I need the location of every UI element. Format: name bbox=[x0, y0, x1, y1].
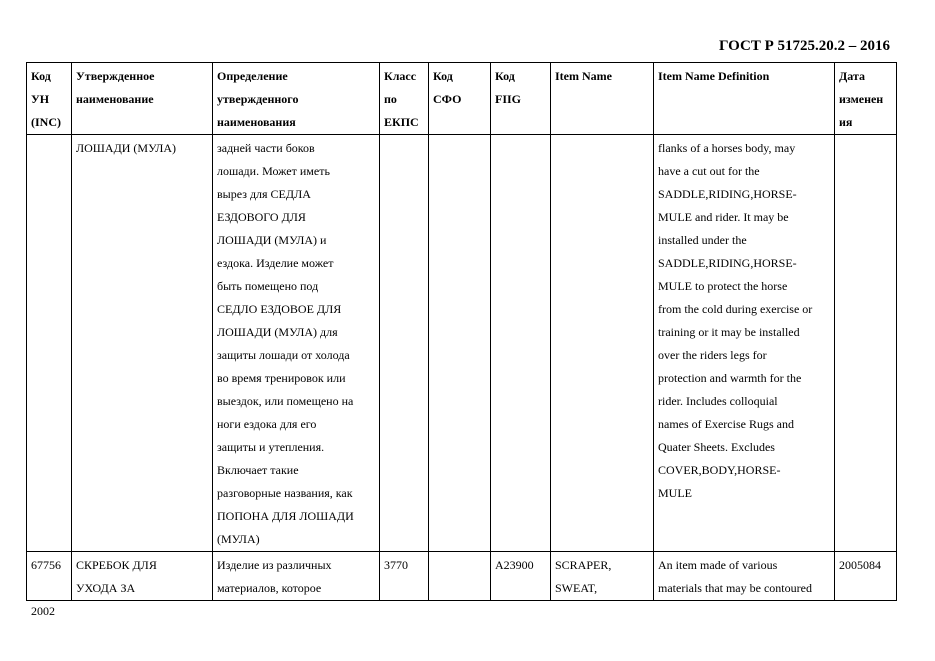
cell-item-definition: flanks of a horses body, may have a cut out for the SADDLE,RIDING,HORSE- MULE and rider. It may be installed under the SADDLE,RIDING,HORSE- MULE to protect the horse from the cold during exercise or training or it may be installed over the riders legs for protection and warmth for the rider. Includes colloquial names of Exercise Rugs and Quater Sheets. Excludes COVER,BODY,HORSE- MULE bbox=[654, 135, 835, 552]
cell-item-definition: An item made of various materials that may be contoured bbox=[654, 552, 835, 601]
table-row bbox=[27, 135, 897, 552]
cell-fiig bbox=[491, 135, 551, 552]
cell-item-name bbox=[551, 135, 654, 552]
col-header-fiig: Код FIIG bbox=[491, 63, 551, 135]
cell-definition: задней части боков лошади. Может иметь вырез для СЕДЛА ЕЗДОВОГО ДЛЯ ЛОШАДИ (МУЛА) и ездока. Изделие может быть помещено под СЕДЛО ЕЗДОВОЕ ДЛЯ ЛОШАДИ (МУЛА) для защиты лошади от холода во время тренировок или выездок, или помещено на ноги ездока для его защиты и утепления. Включает такие разговорные названия, как ПОПОНА ДЛЯ ЛОШАДИ (МУЛА) bbox=[213, 135, 380, 552]
nomenclature-table bbox=[26, 62, 897, 601]
cell-approved-name: ЛОШАДИ (МУЛА) bbox=[72, 135, 213, 552]
cell-class: 3770 bbox=[380, 552, 429, 601]
col-header-class: Класс по ЕКПС bbox=[380, 63, 429, 135]
table-row bbox=[27, 552, 897, 601]
standard-designation: ГОСТ Р 51725.20.2 – 2016 bbox=[718, 38, 890, 54]
cell-sfo bbox=[429, 135, 491, 552]
col-header-inc: Код УН (INC) bbox=[27, 63, 72, 135]
col-header-date: Дата изменен ия bbox=[835, 63, 897, 135]
table-header-row bbox=[27, 63, 897, 135]
cell-inc bbox=[27, 135, 72, 552]
page-number: 2002 bbox=[31, 604, 55, 618]
cell-item-name: SCRAPER, SWEAT, bbox=[551, 552, 654, 601]
cell-fiig: A23900 bbox=[491, 552, 551, 601]
cell-date: 2005084 bbox=[835, 552, 897, 601]
cell-date bbox=[835, 135, 897, 552]
col-header-approved-name: Утвержденное наименование bbox=[72, 63, 213, 135]
cell-sfo bbox=[429, 552, 491, 601]
col-header-sfo: Код СФО bbox=[429, 63, 491, 135]
cell-class bbox=[380, 135, 429, 552]
col-header-item-name: Item Name bbox=[551, 63, 654, 135]
col-header-item-definition: Item Name Definition bbox=[654, 63, 835, 135]
col-header-definition: Определение утвержденного наименования bbox=[213, 63, 380, 135]
cell-definition: Изделие из различных материалов, которое bbox=[213, 552, 380, 601]
cell-inc: 67756 bbox=[27, 552, 72, 601]
cell-approved-name: СКРЕБОК ДЛЯ УХОДА ЗА bbox=[72, 552, 213, 601]
